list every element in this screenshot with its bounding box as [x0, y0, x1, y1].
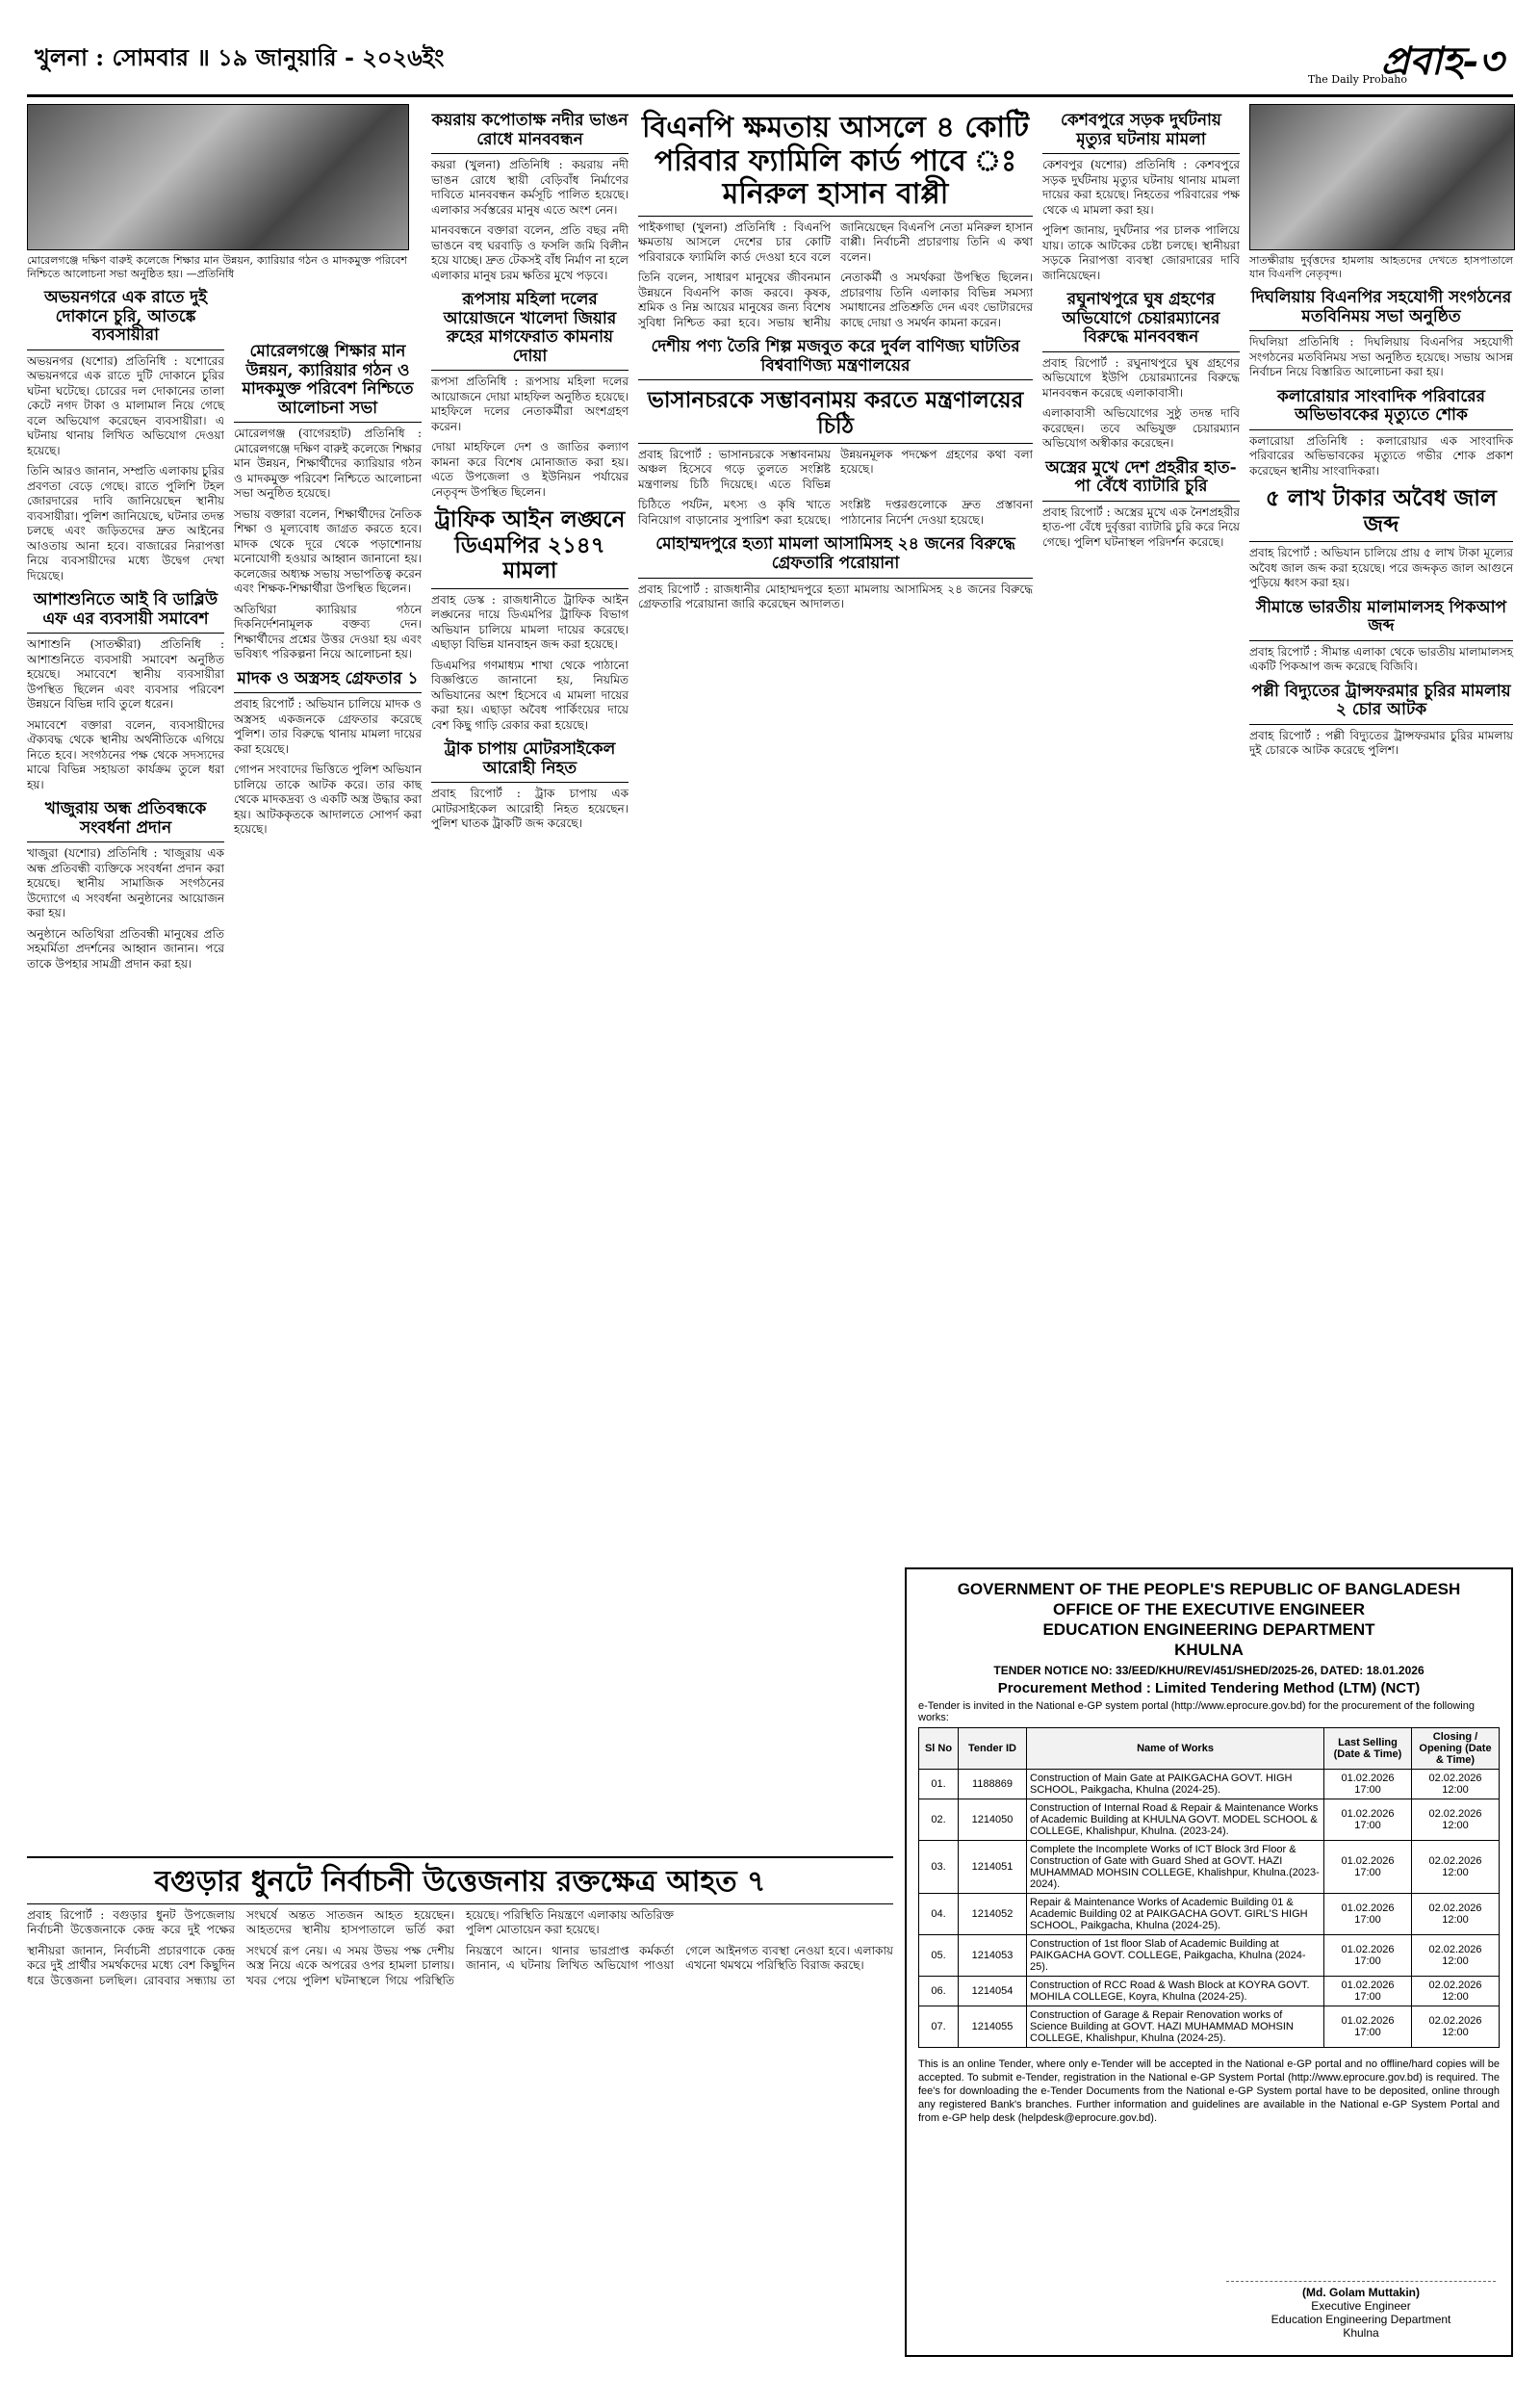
table-cell-sl: 07.	[919, 2006, 959, 2048]
headline: ট্রাফিক আইন লঙ্ঘনে ডিএমপির ২১৪৭ মামলা	[431, 504, 629, 588]
headline: পল্লী বিদ্যুতের ট্রান্সফরমার চুরির মামলায় ২ চোর আটক	[1249, 679, 1513, 725]
col-sl: Sl No	[919, 1728, 959, 1770]
article-body: প্রবাহ ডেস্ক : রাজধানীতে ট্রাফিক আইন লঙ্ঘনের দায়ে ডিএমপির ট্রাফিক বিভাগ অভিযান চালিয়ে মামলা দায়ের করেছে। এছাড়া বিভিন্ন যানবাহন জব্দ করা হয়েছে।	[431, 592, 629, 652]
article-body: কেশবপুর (যশোর) প্রতিনিধি : কেশবপুরে সড়ক দুর্ঘটনায় মৃত্যুর ঘটনায় থানায় মামলা দায়ের করা হয়েছে। নিহতের পরিবারের পক্ষ থেকে এ মামলা করা হয়।	[1042, 158, 1240, 217]
table-row	[919, 1894, 1500, 1935]
tender-notice-number: TENDER NOTICE NO: 33/EED/KHU/REV/451/SHED/2025-26, DATED: 18.01.2026	[993, 1664, 1424, 1677]
works-table	[918, 1727, 1500, 2048]
col-tender-id: Tender ID	[959, 1728, 1027, 1770]
article-body: প্রবাহ রিপোর্ট : অভিযান চালিয়ে মাদক ও অস্ত্রসহ একজনকে গ্রেফতার করেছে পুলিশ। তার বিরুদ্ধে থানায় মামলা দায়ের করা হয়েছে।	[234, 697, 422, 756]
tender-footer: This is an online Tender, where only e-Tender will be accepted in the National e-GP portal and no offline/hard copies will be accepted. To submit e-Tender, registration in the National e-GP System Portal (http://www.eprocure.gov.bd) is required. The fee's for downloading the e-Tender Documents from the National e-GP System portal have to be deposited, online through any registered Bank's branches. Further information and guidelines are available in the National e-GP System Portal and from e-GP help desk (helpdesk@eprocure.gov.bd).	[918, 2058, 1500, 2124]
article-body: কয়রা (খুলনা) প্রতিনিধি : কয়রায় নদী ভাঙন রোধে স্থায়ী বেড়িবাঁধ নির্মাণের দাবিতে মানববন্ধন কর্মসূচি পালিত হয়েছে। এলাকার সর্বস্তরের মানুষ এতে অংশ নেন।	[431, 158, 629, 217]
tender-head-3: EDUCATION ENGINEERING DEPARTMENT	[1042, 1620, 1375, 1639]
table-cell-last: 01.02.2026 17:00	[1324, 1841, 1412, 1894]
article-body: প্রবাহ রিপোর্ট : রঘুনাথপুরে ঘুষ গ্রহণের অভিযোগে ইউপি চেয়ারম্যানের বিরুদ্ধে মানববন্ধন করেছে এলাকাবাসী।	[1042, 355, 1240, 400]
table-cell-name: Construction of Garage & Repair Renovation works of Science Building at GOVT. HAZI MUHAMMAD MOHSIN COLLEGE, Khalishpur, Khulna (2024-25).	[1027, 2006, 1324, 2048]
table-cell-id: 1214051	[959, 1841, 1027, 1894]
headline: ৫ লাখ টাকার অবৈধ জাল জব্দ	[1249, 482, 1513, 542]
news-photo-meeting	[27, 104, 409, 250]
table-row	[919, 2006, 1500, 2048]
headline: রঘুনাথপুরে ঘুষ গ্রহণের অভিযোগে চেয়ারম্যানের বিরুদ্ধে মানববন্ধন	[1042, 287, 1240, 352]
headline: দেশীয় পণ্য তৈরি শিল্প মজবুত করে দুর্বল বাণিজ্য ঘাটতির বিশ্ববাণিজ্য মন্ত্রণালয়ের	[638, 334, 1033, 380]
tender-notice	[905, 1567, 1513, 2357]
tender-head-2: OFFICE OF THE EXECUTIVE ENGINEER	[1053, 1600, 1365, 1618]
tender-head-4: KHULNA	[1174, 1641, 1244, 1659]
headline: মাদক ও অস্ত্রসহ গ্রেফতার ১	[234, 666, 422, 694]
signature-mark	[1226, 2242, 1496, 2282]
table-cell-last: 01.02.2026 17:00	[1324, 1977, 1412, 2006]
article-body: প্রবাহ রিপোর্ট : ভাসানচরকে সম্ভাবনাময় অঞ্চল হিসেবে গড়ে তুলতে সংশ্লিষ্ট মন্ত্রণালয় চিঠি দিয়েছে। এতে বিভিন্ন উন্নয়নমূলক পদক্ষেপ গ্রহণের কথা বলা হয়েছে।	[638, 447, 1033, 491]
headline: কেশবপুরে সড়ক দুর্ঘটনায় মৃত্যুর ঘটনায় মামলা	[1042, 108, 1240, 154]
article-body: দিঘলিয়া প্রতিনিধি : দিঘলিয়ায় বিএনপির সহযোগী সংগঠনের মতবিনিময় সভা অনুষ্ঠিত হয়েছে। সভায় আসন্ন নির্বাচন নিয়ে বিস্তারিত আলোচনা করা হয়।	[1249, 335, 1513, 379]
headline: খাজুরায় অন্ধ প্রতিবন্ধকে সংবর্ধনা প্রদান	[27, 796, 224, 842]
table-cell-name: Construction of Internal Road & Repair & Maintenance Works of Academic Building at KHULNA GOVT. MODEL SCHOOL & COLLEGE, Khalishpur, Khulna. (2023-24).	[1027, 1799, 1324, 1841]
col-last-selling: Last Selling (Date & Time)	[1324, 1728, 1412, 1770]
headline: ভাসানচরকে সম্ভাবনাময় করতে মন্ত্রণালয়ের চিঠি	[638, 384, 1033, 444]
paper-logo: প্রবাহ-৩	[1380, 39, 1503, 84]
headline: সীমান্তে ভারতীয় মালামালসহ পিকআপ জব্দ	[1249, 595, 1513, 641]
paper-tagline: The Daily Probaho	[1307, 73, 1407, 86]
tender-head-1: GOVERNMENT OF THE PEOPLE'S REPUBLIC OF BANGLADESH	[957, 1580, 1461, 1598]
table-cell-id: 1214050	[959, 1799, 1027, 1841]
table-cell-closing: 02.02.2026 12:00	[1412, 2006, 1500, 2048]
table-cell-closing: 02.02.2026 12:00	[1412, 1799, 1500, 1841]
signature-block	[1226, 2242, 1496, 2340]
table-cell-closing: 02.02.2026 12:00	[1412, 1770, 1500, 1799]
article-body: প্রবাহ রিপোর্ট : অভিযান চালিয়ে প্রায় ৫ লাখ টাকা মূল্যের অবৈধ জাল জব্দ করা হয়েছে। পরে জব্দকৃত জাল আগুনে পুড়িয়ে ধ্বংস করা হয়।	[1249, 546, 1513, 590]
table-row	[919, 1770, 1500, 1799]
column-6: কেশবপুরে সড়ক দুর্ঘটনায় মৃত্যুর ঘটনায় মামলা কেশবপুর (যশোর) প্রতিনিধি : কেশবপুরে সড়ক দুর্ঘটনায় মৃত্যুর ঘটনায় থানায় মামলা দায়ের করা হয়েছে। নিহতের পরিবারের পক্ষ থেকে এ মামলা করা হয়। পুলিশ জানায়, দুর্ঘটনার পর চালক পালিয়ে যায়। তাকে আটকের চেষ্টা চলছে। স্থানীয়রা সড়কে নিরাপত্তা ব্যবস্থা জোরদারের দাবি জানিয়েছেন। রঘুনাথপুরে ঘুষ গ্রহণের অভিযোগে চেয়ারম্যানের বিরুদ্ধে মানববন্ধন প্রবাহ রিপোর্ট : রঘুনাথপুরে ঘুষ গ্রহণের অভিযোগে ইউপি চেয়ারম্যানের বিরুদ্ধে মানববন্ধন করেছে এলাকাবাসী। এলাকাবাসী অভিযোগের সুষ্ঠু তদন্ত দাবি করেছেন। তবে অভিযুক্ত চেয়ারম্যান অভিযোগ অস্বীকার করেছেন। অস্ত্রের মুখে দেশ প্রহরীর হাত-পা বেঁধে ব্যাটারি চুরি প্রবাহ রিপোর্ট : অস্ত্রের মুখে এক নৈশপ্রহরীর হাত-পা বেঁধে দুর্বৃত্তরা ব্যাটারি চুরি করে নিয়ে গেছে। পুলিশ ঘটনাস্থল পরিদর্শন করেছে।	[1042, 104, 1240, 550]
column-2: মোরেলগঞ্জে শিক্ষার মান উন্নয়ন, ক্যারিয়ার গঠন ও মাদকমুক্ত পরিবেশ নিশ্চিতে আলোচনা সভা মোরেলগঞ্জ (বাগেরহাট) প্রতিনিধি : মোরেলগঞ্জে দক্ষিণ বারুই কলেজে শিক্ষার মান উন্নয়ন, শিক্ষার্থীদের ক্যারিয়ার গঠন ও মাদকমুক্ত পরিবেশ নিশ্চিতে আলোচনা সভা অনুষ্ঠিত হয়েছে। সভায় বক্তারা বলেন, শিক্ষার্থীদের নৈতিক শিক্ষা ও মূল্যবোধ জাগ্রত করতে হবে। মাদক থেকে দূরে থেকে পড়াশোনায় মনোযোগী হওয়ার আহ্বান জানানো হয়। কলেজের অধ্যক্ষ সভায় সভাপতিত্ব করেন এবং শিক্ষক-শিক্ষার্থীরা উপস্থিত ছিলেন। অতিথিরা ক্যারিয়ার গঠনে দিকনির্দেশনামূলক বক্তব্য দেন। শিক্ষার্থীদের প্রশ্নের উত্তর দেওয়া হয় এবং ভবিষ্যৎ পরিকল্পনা নিয়ে আলোচনা হয়। মাদক ও অস্ত্রসহ গ্রেফতার ১ প্রবাহ রিপোর্ট : অভিযান চালিয়ে মাদক ও অস্ত্রসহ একজনকে গ্রেফতার করেছে পুলিশ। তার বিরুদ্ধে থানায় মামলা দায়ের করা হয়েছে। গোপন সংবাদের ভিত্তিতে পুলিশ অভিযান চালিয়ে তাকে আটক করে। তার কাছ থেকে মাদকদ্রব্য ও একটি অস্ত্র উদ্ধার করা হয়। আটককৃতকে আদালতে সোপর্দ করা হয়েছে।	[234, 335, 422, 838]
article-body: প্রবাহ রিপোর্ট : রাজধানীর মোহাম্মদপুরে হত্যা মামলায় আসামিসহ ২৪ জনের বিরুদ্ধে গ্রেফতারি পরোয়ানা জারি করেছেন আদালত।	[638, 582, 1033, 611]
table-cell-last: 01.02.2026 17:00	[1324, 2006, 1412, 2048]
tender-intro: e-Tender is invited in the National e-GP system portal (http://www.eprocure.gov.bd) for the procurement of the following works:	[918, 1700, 1475, 1723]
tender-method: Procurement Method : Limited Tendering Method (LTM) (NCT)	[997, 1680, 1421, 1696]
table-cell-name: Repair & Maintenance Works of Academic Building 01 & Academic Building 02 at PAIKGACHA GOVT. GIRL'S HIGH SCHOOL, Paikgacha, Khulna (2024-25).	[1027, 1894, 1324, 1935]
table-cell-name: Construction of RCC Road & Wash Block at KOYRA GOVT. MOHILA COLLEGE, Koyra, Khulna (2024-25).	[1027, 1977, 1324, 2006]
column-1: মোরেলগঞ্জে দক্ষিণ বারুই কলেজে শিক্ষার মান উন্নয়ন, ক্যারিয়ার গঠন ও মাদকমুক্ত পরিবেশ নিশ্চিতে আলোচনা সভা অনুষ্ঠিত হয়। —প্রতিনিধি অভয়নগরে এক রাতে দুই দোকানে চুরি, আতঙ্কে ব্যবসায়ীরা অভয়নগর (যশোর) প্রতিনিধি : যশোরের অভয়নগরে এক রাতে দুটি দোকানে চুরির ঘটনা ঘটেছে। চোরের দল দোকানের তালা কেটে নগদ টাকা ও মালামাল নিয়ে গেছে বলে অভিযোগ করেছেন ব্যবসায়ীরা। এ ঘটনায় থানায় লিখিত অভিযোগ দেওয়া হয়েছে। তিনি আরও জানান, সম্প্রতি এলাকায় চুরির প্রবণতা বেড়ে গেছে। রাতে পুলিশি টহল জোরদারের দাবি জানিয়েছেন স্থানীয় ব্যবসায়ীরা। পুলিশ জানিয়েছে, ঘটনার তদন্ত চলছে এবং জড়িতদের দ্রুত আইনের আওতায় আনা হবে। বাজারের নিরাপত্তা নিয়ে ব্যবসায়ীদের মধ্যে উদ্বেগ দেখা দিয়েছে। আশাশুনিতে আই বি ডাব্লিউ এফ এর ব্যবসায়ী সমাবেশ আশাশুনি (সাতক্ষীরা) প্রতিনিধি : আশাশুনিতে ব্যবসায়ী সমাবেশ অনুষ্ঠিত হয়েছে। সমাবেশে স্থানীয় ব্যবসায়ীরা উপস্থিত ছিলেন এবং ব্যবসার পরিবেশ উন্নয়নে বিভিন্ন দাবি তুলে ধরেন। সমাবেশে বক্তারা বলেন, ব্যবসায়ীদের ঐক্যবদ্ধ থেকে স্থানীয় অর্থনীতিকে এগিয়ে নিতে হবে। সংগঠনের পক্ষ থেকে সদস্যদের মাঝে বিভিন্ন সহায়তা কার্যক্রম তুলে ধরা হয়। খাজুরায় অন্ধ প্রতিবন্ধকে সংবর্ধনা প্রদান খাজুরা (যশোর) প্রতিনিধি : খাজুরায় এক অন্ধ প্রতিবন্ধী ব্যক্তিকে সংবর্ধনা প্রদান করা হয়েছে। স্থানীয় সামাজিক সংগঠনের উদ্যোগে এ সংবর্ধনা অনুষ্ঠানের আয়োজন করা হয়। অনুষ্ঠানে অতিথিরা প্রতিবন্ধী মানুষের প্রতি সহমর্মিতা প্রদর্শনের আহ্বান জানান। পরে তাকে উপহার সামগ্রী প্রদান করা হয়।	[27, 104, 224, 971]
table-cell-id: 1188869	[959, 1770, 1027, 1799]
headline: মোরেলগঞ্জে শিক্ষার মান উন্নয়ন, ক্যারিয়ার গঠন ও মাদকমুক্ত পরিবেশ নিশ্চিতে আলোচনা সভা	[234, 339, 422, 423]
photo-caption: সাতক্ষীরায় দুর্বৃত্তদের হামলায় আহতদের দেখতে হাসপাতালে যান বিএনপি নেতৃবৃন্দ।	[1249, 254, 1513, 280]
lead-headline: বিএনপি ক্ষমতায় আসলে ৪ কোটি পরিবার ফ্যামিলি কার্ড পাবে ঃ মনিরুল হাসান বাপ্পী	[638, 108, 1033, 217]
table-cell-id: 1214053	[959, 1935, 1027, 1977]
table-cell-sl: 05.	[919, 1935, 959, 1977]
headline: কয়রায় কপোতাক্ষ নদীর ভাঙন রোধে মানববন্ধন	[431, 108, 629, 154]
table-row	[919, 1841, 1500, 1894]
table-cell-last: 01.02.2026 17:00	[1324, 1799, 1412, 1841]
table-cell-closing: 02.02.2026 12:00	[1412, 1977, 1500, 2006]
table-row	[919, 1977, 1500, 2006]
article-body: রূপসা প্রতিনিধি : রূপসায় মহিলা দলের আয়োজনে দোয়া মাহফিল অনুষ্ঠিত হয়েছে। মাহফিলে দলের নেতাকর্মীরা অংশগ্রহণ করেন।	[431, 375, 629, 433]
table-cell-closing: 02.02.2026 12:00	[1412, 1894, 1500, 1935]
article-body: মোরেলগঞ্জ (বাগেরহাট) প্রতিনিধি : মোরেলগঞ্জে দক্ষিণ বারুই কলেজে শিক্ষার মান উন্নয়ন, শিক্ষার্থীদের ক্যারিয়ার গঠন ও মাদকমুক্ত পরিবেশ নিশ্চিতে আলোচনা সভা অনুষ্ঠিত হয়েছে।	[234, 427, 422, 501]
article-body: কলারোয়া প্রতিনিধি : কলারোয়ার এক সাংবাদিক পরিবারের অভিভাবকের মৃত্যুতে গভীর শোক প্রকাশ করেছেন স্থানীয় সাংবাদিকরা।	[1249, 433, 1513, 478]
table-cell-sl: 04.	[919, 1894, 959, 1935]
headline: দিঘলিয়ায় বিএনপির সহযোগী সংগঠনের মতবিনিময় সভা অনুষ্ঠিত	[1249, 285, 1513, 331]
headline: বগুড়ার ধুনটে নির্বাচনী উত্তেজনায় রক্তক্ষেত্র আহত ৭	[27, 1862, 893, 1904]
photo-caption: মোরেলগঞ্জে দক্ষিণ বারুই কলেজে শিক্ষার মান উন্নয়ন, ক্যারিয়ার গঠন ও মাদকমুক্ত পরিবেশ নিশ্চিতে আলোচনা সভা অনুষ্ঠিত হয়। —প্রতিনিধি	[27, 254, 407, 280]
column-4-5: বিএনপি ক্ষমতায় আসলে ৪ কোটি পরিবার ফ্যামিলি কার্ড পাবে ঃ মনিরুল হাসান বাপ্পী পাইকগাছা (খুলনা) প্রতিনিধি : বিএনপি ক্ষমতায় আসলে দেশের চার কোটি পরিবারকে ফ্যামিলি কার্ড দেওয়া হবে বলে জানিয়েছেন বিএনপি নেতা মনিরুল হাসান বাপ্পী। নির্বাচনী প্রচারণায় তিনি এ কথা বলেন। তিনি বলেন, সাধারণ মানুষের জীবনমান উন্নয়নে বিএনপি কাজ করবে। কৃষক, শ্রমিক ও নিম্ন আয়ের মানুষের জন্য বিশেষ সুবিধা নিশ্চিত করা হবে। সভায় স্থানীয় নেতাকর্মী ও সমর্থকরা উপস্থিত ছিলেন। প্রচারণায় তিনি এলাকার বিভিন্ন সমস্যা সমাধানের প্রতিশ্রুতি দেন এবং ভোটারদের কাছে দোয়া ও সমর্থন কামনা করেন। দেশীয় পণ্য তৈরি শিল্প মজবুত করে দুর্বল বাণিজ্য ঘাটতির বিশ্ববাণিজ্য মন্ত্রণালয়ের ভাসানচরকে সম্ভাবনাময় করতে মন্ত্রণালয়ের চিঠি প্রবাহ রিপোর্ট : ভাসানচরকে সম্ভাবনাময় অঞ্চল হিসেবে গড়ে তুলতে সংশ্লিষ্ট মন্ত্রণালয় চিঠি দিয়েছে। এতে বিভিন্ন উন্নয়নমূলক পদক্ষেপ গ্রহণের কথা বলা হয়েছে। চিঠিতে পর্যটন, মৎস্য ও কৃষি খাতে বিনিয়োগ বাড়ানোর সুপারিশ করা হয়েছে। সংশ্লিষ্ট দপ্তরগুলোকে দ্রুত প্রস্তাবনা পাঠানোর নির্দেশ দেওয়া হয়েছে। মোহাম্মদপুরে হত্যা মামলা আসামিসহ ২৪ জনের বিরুদ্ধে গ্রেফতারি পরোয়ানা প্রবাহ রিপোর্ট : রাজধানীর মোহাম্মদপুরে হত্যা মামলায় আসামিসহ ২৪ জনের বিরুদ্ধে গ্রেফতারি পরোয়ানা জারি করেছেন আদালত।	[638, 104, 1033, 612]
table-cell-closing: 02.02.2026 12:00	[1412, 1841, 1500, 1894]
table-cell-id: 1214052	[959, 1894, 1027, 1935]
table-cell-last: 01.02.2026 17:00	[1324, 1935, 1412, 1977]
article-body: আশাশুনি (সাতক্ষীরা) প্রতিনিধি : আশাশুনিতে ব্যবসায়ী সমাবেশ অনুষ্ঠিত হয়েছে। সমাবেশে স্থানীয় ব্যবসায়ীরা উপস্থিত ছিলেন এবং ব্যবসার পরিবেশ উন্নয়নে বিভিন্ন দাবি তুলে ধরেন।	[27, 637, 224, 712]
table-cell-sl: 02.	[919, 1799, 959, 1841]
article-body: পাইকগাছা (খুলনা) প্রতিনিধি : বিএনপি ক্ষমতায় আসলে দেশের চার কোটি পরিবারকে ফ্যামিলি কার্ড দেওয়া হবে বলে জানিয়েছেন বিএনপি নেতা মনিরুল হাসান বাপ্পী। নির্বাচনী প্রচারণায় তিনি এ কথা বলেন।	[638, 220, 1033, 264]
table-cell-id: 1214055	[959, 2006, 1027, 2048]
article-body: প্রবাহ রিপোর্ট : অস্ত্রের মুখে এক নৈশপ্রহরীর হাত-পা বেঁধে দুর্বৃত্তরা ব্যাটারি চুরি করে নিয়ে গেছে। পুলিশ ঘটনাস্থল পরিদর্শন করেছে।	[1042, 505, 1240, 549]
col-works-name: Name of Works	[1027, 1728, 1324, 1770]
news-photo-hospital	[1249, 104, 1515, 250]
column-7	[1249, 104, 1513, 759]
table-cell-last: 01.02.2026 17:00	[1324, 1894, 1412, 1935]
table-cell-sl: 06.	[919, 1977, 959, 2006]
article-body: অভয়নগর (যশোর) প্রতিনিধি : যশোরের অভয়নগরে এক রাতে দুটি দোকানে চুরির ঘটনা ঘটেছে। চোরের দল দোকানের তালা কেটে নগদ টাকা ও মালামাল নিয়ে গেছে বলে অভিযোগ করেছেন ব্যবসায়ীরা। এ ঘটনায় থানায় লিখিত অভিযোগ দেওয়া হয়েছে।	[27, 353, 224, 457]
headline: কলারোয়ার সাংবাদিক পরিবারের অভিভাবকের মৃত্যুতে শোক	[1249, 384, 1513, 430]
signer-title: Executive Engineer	[1311, 2299, 1411, 2313]
signer-city: Khulna	[1343, 2326, 1379, 2340]
headline: রূপসায় মহিলা দলের আয়োজনে খালেদা জিয়ার রুহের মাগফেরাত কামনায় দোয়া	[431, 287, 629, 371]
article-body: প্রবাহ রিপোর্ট : ট্রাক চাপায় এক মোটরসাইকেল আরোহী নিহত হয়েছেন। পুলিশ ঘাতক ট্রাকটি জব্দ করেছে।	[431, 787, 629, 831]
table-cell-last: 01.02.2026 17:00	[1324, 1770, 1412, 1799]
headline: ট্রাক চাপায় মোটরসাইকেল আরোহী নিহত	[431, 737, 629, 783]
table-cell-id: 1214054	[959, 1977, 1027, 2006]
column-3: কয়রায় কপোতাক্ষ নদীর ভাঙন রোধে মানববন্ধন কয়রা (খুলনা) প্রতিনিধি : কয়রায় নদী ভাঙন রোধে স্থায়ী বেড়িবাঁধ নির্মাণের দাবিতে মানববন্ধন কর্মসূচি পালিত হয়েছে। এলাকার সর্বস্তরের মানুষ এতে অংশ নেন। মানববন্ধনে বক্তারা বলেন, প্রতি বছর নদী ভাঙনে বহু ঘরবাড়ি ও ফসলি জমি বিলীন হয়ে যাচ্ছে। দ্রুত টেকসই বাঁধ নির্মাণ না হলে এলাকার মানুষ চরম ক্ষতির মুখে পড়বে। রূপসায় মহিলা দলের আয়োজনে খালেদা জিয়ার রুহের মাগফেরাত কামনায় দোয়া রূপসা প্রতিনিধি : রূপসায় মহিলা দলের আয়োজনে দোয়া মাহফিল অনুষ্ঠিত হয়েছে। মাহফিলে দলের নেতাকর্মীরা অংশগ্রহণ করেন। দোয়া মাহফিলে দেশ ও জাতির কল্যাণ কামনা করে বিশেষ মোনাজাত করা হয়। এতে উপজেলা ও ইউনিয়ন পর্যায়ের নেতৃবৃন্দ উপস্থিত ছিলেন। ট্রাফিক আইন লঙ্ঘনে ডিএমপির ২১৪৭ মামলা প্রবাহ ডেস্ক : রাজধানীতে ট্রাফিক আইন লঙ্ঘনের দায়ে ডিএমপির ট্রাফিক বিভাগ অভিযান চালিয়ে মামলা দায়ের করেছে। এছাড়া বিভিন্ন যানবাহন জব্দ করা হয়েছে। ডিএমপির গণমাধ্যম শাখা থেকে পাঠানো বিজ্ঞপ্তিতে জানানো হয়, নিয়মিত অভিযানের অংশ হিসেবে এ মামলা দায়ের করা হয়। এছাড়া অবৈধ পার্কিংয়ের দায়ে বেশ কিছু গাড়ি রেকার করা হয়েছে। ট্রাক চাপায় মোটরসাইকেল আরোহী নিহত প্রবাহ রিপোর্ট : ট্রাক চাপায় এক মোটরসাইকেল আরোহী নিহত হয়েছেন। পুলিশ ঘাতক ট্রাকটি জব্দ করেছে।	[431, 104, 629, 832]
table-cell-name: Construction of 1st floor Slab of Academic Building at PAIKGACHA GOVT. COLLEGE, Paikgacha, Khulna (2024-25).	[1027, 1935, 1324, 1977]
headline: অভয়নগরে এক রাতে দুই দোকানে চুরি, আতঙ্কে ব্যবসায়ীরা	[27, 285, 224, 350]
bottom-story: বগুড়ার ধুনটে নির্বাচনী উত্তেজনায় রক্তক্ষেত্র আহত ৭ প্রবাহ রিপোর্ট : বগুড়ার ধুনট উপজেলায় নির্বাচনী উত্তেজনাকে কেন্দ্র করে দুই পক্ষের সংঘর্ষে অন্তত সাতজন আহত হয়েছেন। আহতদের স্থানীয় হাসপাতালে ভর্তি করা হয়েছে। পরিস্থিতি নিয়ন্ত্রণে এলাকায় অতিরিক্ত পুলিশ মোতায়েন করা হয়েছে। স্থানীয়রা জানান, নির্বাচনী প্রচারণাকে কেন্দ্র করে দুই প্রার্থীর সমর্থকদের মধ্যে বেশ কিছুদিন ধরে উত্তেজনা চলছিল। রোববার সন্ধ্যায় তা সংঘর্ষে রূপ নেয়। এ সময় উভয় পক্ষ দেশীয় অস্ত্র নিয়ে একে অপরের ওপর হামলা চালায়। খবর পেয়ে পুলিশ ঘটনাস্থলে গিয়ে পরিস্থিতি নিয়ন্ত্রণে আনে। থানার ভারপ্রাপ্ত কর্মকর্তা জানান, এ ঘটনায় লিখিত অভিযোগ পাওয়া গেলে আইনগত ব্যবস্থা নেওয়া হবে। এলাকায় এখনো থমথমে পরিস্থিতি বিরাজ করছে।	[27, 1856, 893, 1988]
article-body: খাজুরা (যশোর) প্রতিনিধি : খাজুরায় এক অন্ধ প্রতিবন্ধী ব্যক্তিকে সংবর্ধনা প্রদান করা হয়েছে। স্থানীয় সামাজিক সংগঠনের উদ্যোগে এ সংবর্ধনা অনুষ্ঠানের আয়োজন করা হয়।	[27, 846, 224, 920]
table-cell-name: Construction of Main Gate at PAIKGACHA GOVT. HIGH SCHOOL, Paikgacha, Khulna (2024-25).	[1027, 1770, 1324, 1799]
date-line: খুলনা : সোমবার ॥ ১৯ জানুয়ারি - ২০২৬ইং	[35, 43, 445, 71]
headline: অস্ত্রের মুখে দেশ প্রহরীর হাত-পা বেঁধে ব্যাটারি চুরি	[1042, 455, 1240, 502]
table-row	[919, 1935, 1500, 1977]
table-cell-sl: 03.	[919, 1841, 959, 1894]
article-body: প্রবাহ রিপোর্ট : বগুড়ার ধুনট উপজেলায় নির্বাচনী উত্তেজনাকে কেন্দ্র করে দুই পক্ষের সংঘর্ষে অন্তত সাতজন আহত হয়েছেন। আহতদের স্থানীয় হাসপাতালে ভর্তি করা হয়েছে। পরিস্থিতি নিয়ন্ত্রণে এলাকায় অতিরিক্ত পুলিশ মোতায়েন করা হয়েছে।	[27, 1907, 674, 1936]
headline: মোহাম্মদপুরে হত্যা মামলা আসামিসহ ২৪ জনের বিরুদ্ধে গ্রেফতারি পরোয়ানা	[638, 531, 1033, 578]
table-cell-name: Complete the Incomplete Works of ICT Block 3rd Floor & Construction of Gate with Guard Shed at GOVT. HAZI MUHAMMAD MOHSIN COLLEGE, Khalishpur, Khulna.(2023-2024).	[1027, 1841, 1324, 1894]
col-closing: Closing / Opening (Date & Time)	[1412, 1728, 1500, 1770]
article-body: প্রবাহ রিপোর্ট : পল্লী বিদ্যুতের ট্রান্সফরমার চুরির মামলায় দুই চোরকে আটক করেছে পুলিশ।	[1249, 728, 1513, 758]
article-body: প্রবাহ রিপোর্ট : সীমান্ত এলাকা থেকে ভারতীয় মালামালসহ একটি পিকআপ জব্দ করেছে বিজিবি।	[1249, 644, 1513, 674]
newspaper-page	[27, 27, 1513, 2376]
table-cell-closing: 02.02.2026 12:00	[1412, 1935, 1500, 1977]
headline: আশাশুনিতে আই বি ডাব্লিউ এফ এর ব্যবসায়ী সমাবেশ	[27, 587, 224, 634]
table-cell-sl: 01.	[919, 1770, 959, 1799]
table-row	[919, 1799, 1500, 1841]
masthead	[27, 27, 1513, 97]
signer-name: (Md. Golam Muttakin)	[1302, 2286, 1420, 2299]
signer-dept: Education Engineering Department	[1270, 2313, 1451, 2326]
